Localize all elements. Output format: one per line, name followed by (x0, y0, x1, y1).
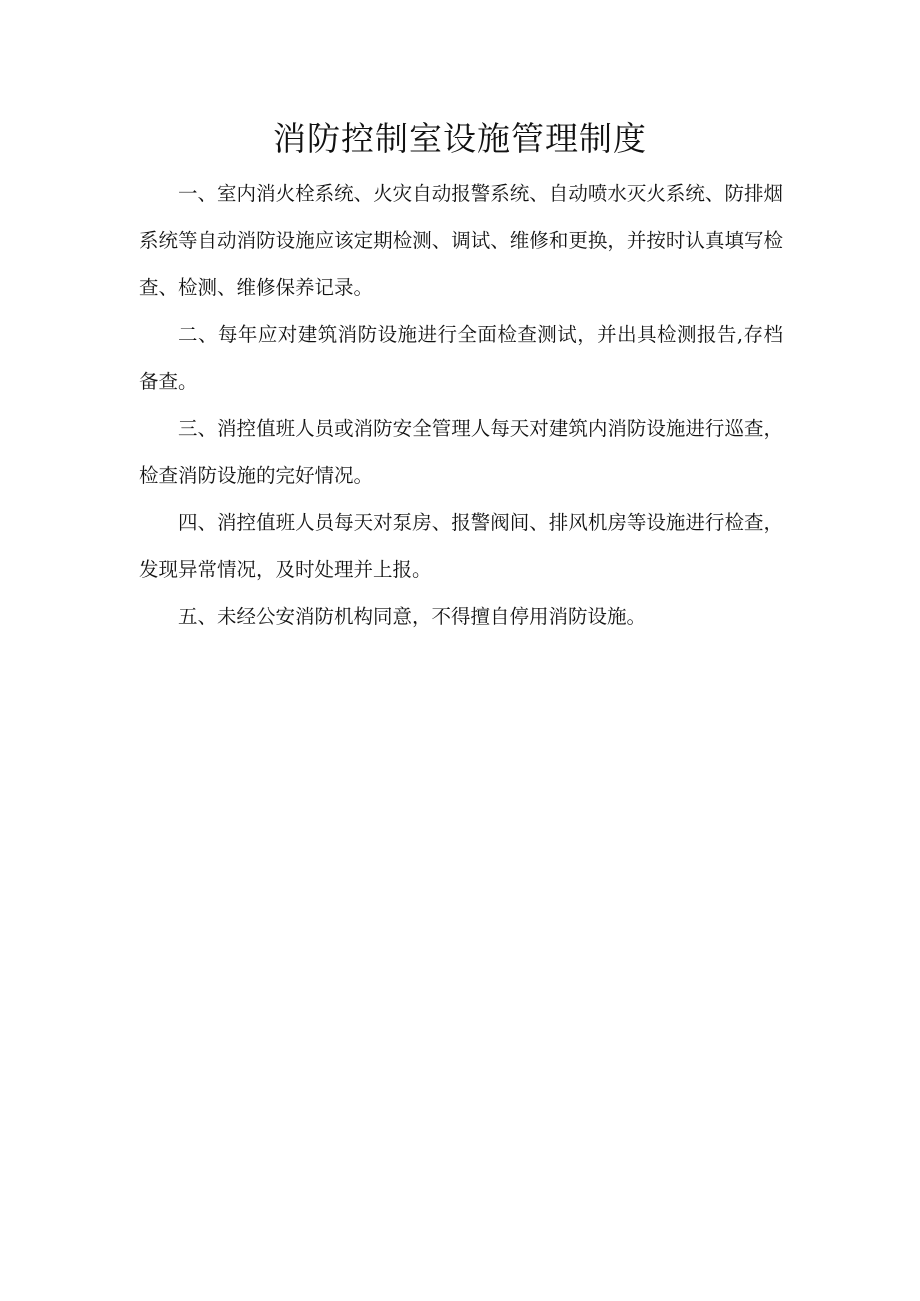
paragraph-2: 二、每年应对建筑消防设施进行全面检查测试，并出具检测报告,存档备查。 (139, 323, 783, 393)
document-title: 消防控制室设施管理制度 (273, 119, 647, 158)
paragraph-1: 一、室内消火栓系统、火灾自动报警系统、自动喷水灭火系统、防排烟系统等自动消防设施应该定期检测、调试、维修和更换，并按时认真填写检查、检测、维修保养记录。 (139, 182, 783, 299)
document-body (139, 170, 783, 640)
paragraph-3: 三、消控值班人员或消防安全管理人每天对建筑内消防设施进行巡查，检查消防设施的完好情况。 (139, 417, 783, 487)
paragraph-4: 四、消控值班人员每天对泵房、报警阀间、排风机房等设施进行检查，发现异常情况，及时处理并上报。 (139, 511, 783, 581)
paragraph-5: 五、未经公安消防机构同意，不得擅自停用消防设施。 (178, 605, 647, 628)
